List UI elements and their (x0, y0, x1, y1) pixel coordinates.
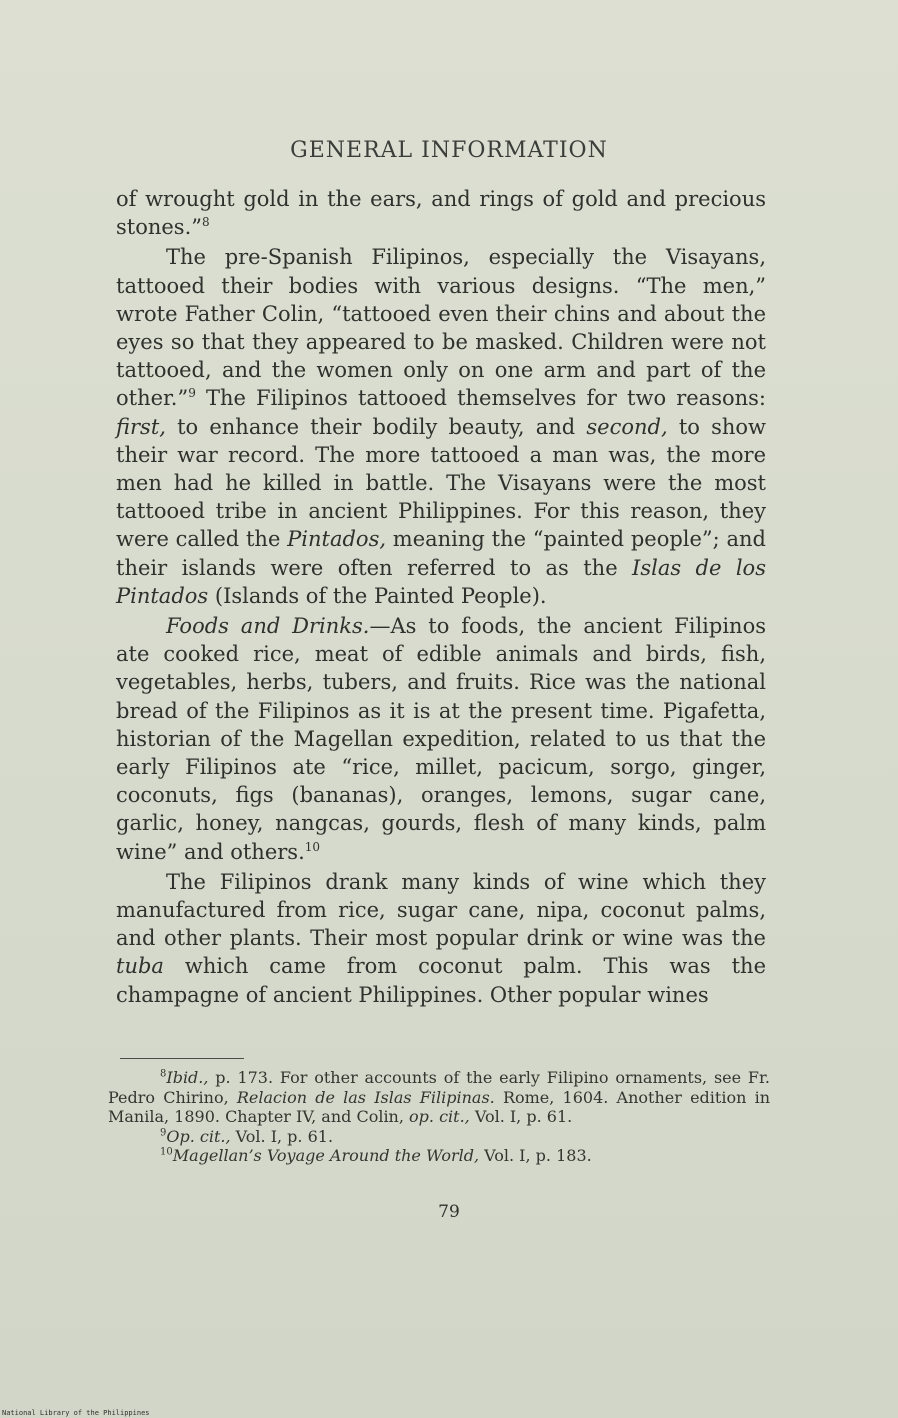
paragraph-text: to enhance their bodily beauty, and (165, 414, 587, 439)
paragraph-tattoo (116, 243, 766, 610)
paragraph-foods (116, 612, 766, 866)
citation-opcit: op. cit., (409, 1107, 470, 1126)
footnote-number: 10 (160, 1146, 173, 1158)
body-text (116, 185, 766, 1009)
paragraph-text: The pre-Spanish Filipinos, especially the Visayans, tattooed their bodies with various designs. “The men,” wrote Father Colin, “tattooed even their chins and about the eyes so that they appeared to be masked. Children were not tattooed, and the women only on one arm and part of the other.” (116, 245, 766, 411)
footnote-9 (108, 1127, 770, 1147)
paragraph-text: (Islands of the Painted People). (208, 583, 547, 608)
emphasis-tuba: tuba (116, 954, 164, 979)
emphasis-pintados: Pintados, (287, 527, 387, 552)
citation-title: Relacion de las Islas Filipinas. (236, 1087, 495, 1107)
footnote-ref-8: 8 (202, 215, 210, 230)
emphasis-first: first, (116, 414, 166, 439)
footnote-text: Vol. I, p. 183. (479, 1146, 592, 1165)
footnote-number: 8 (160, 1068, 167, 1080)
footnote-10 (108, 1146, 770, 1166)
footnote-text: Vol. I, p. 61. (469, 1107, 573, 1126)
page-number: 79 (438, 1202, 460, 1222)
citation-opcit: Op. cit., (166, 1126, 231, 1146)
running-head: GENERAL INFORMATION (290, 138, 608, 163)
footnote-text: Vol. I, p. 61. (230, 1126, 334, 1146)
paragraph-text: of wrought gold in the ears, and rings of gold and precious stones.” (116, 187, 766, 240)
citation-ibid: Ibid., (166, 1068, 209, 1087)
footnote-number: 9 (160, 1127, 167, 1139)
paragraph-continuation (116, 185, 766, 241)
library-credit: National Library of the Philippines (2, 1409, 150, 1417)
paragraph-text: to show their war record. The more tattooed a man was, the more men had he killed in battle. The Visayans were the most tattooed tribe in ancient Philippines. For this reason, they were called the (116, 414, 766, 552)
paragraph-text: which came from coconut palm. This was the champagne of ancient Philippines. Other popular wines (116, 954, 766, 1007)
paragraph-text: —As to foods, the ancient Filipinos ate cooked rice, meat of edible animals and birds, fish, vegetables, herbs, tubers, and fruits. Rice was the national bread of the Filipinos as it is at the present time. Pigafetta, historian of the Magellan expedition, related to us that the early Filipinos ate “rice, millet, pacicum, sorgo, ginger, coconuts, figs (bananas), oranges, lemons, sugar cane, garlic, honey, nangcas, gourds, flesh of many kinds, palm wine” and others. (116, 614, 767, 864)
emphasis-second: second, (586, 414, 668, 439)
footnote-text: p. 173. For other accounts of the early Filipino ornaments, see Fr. Pedro Chirino, (108, 1068, 770, 1107)
citation-title: Magellan’s Voyage Around the World, (172, 1146, 480, 1165)
paragraph-text: The Filipinos drank many kinds of wine which they manufactured from rice, sugar cane, nipa, coconut palms, and other plants. Their most popular drink or wine was the (116, 869, 766, 951)
footnote-rule (120, 1058, 244, 1059)
paragraph-text: The Filipinos tattooed themselves for two reasons: (195, 386, 766, 411)
section-heading-foods: Foods and Drinks. (166, 614, 370, 639)
footnote-ref-9: 9 (188, 386, 196, 401)
footnotes (108, 1068, 770, 1166)
paragraph-text: meaning the “painted people”; and their islands were often referred to as the (116, 527, 766, 580)
paragraph-drinks (116, 868, 766, 1009)
footnote-8 (108, 1068, 770, 1127)
footnote-ref-10: 10 (304, 839, 321, 854)
footnote-text: Rome, 1604. Another edition in Manila, 1890. Chapter IV, and Colin, (108, 1087, 771, 1126)
emphasis-islas: Islas de los Pintados (116, 555, 766, 608)
